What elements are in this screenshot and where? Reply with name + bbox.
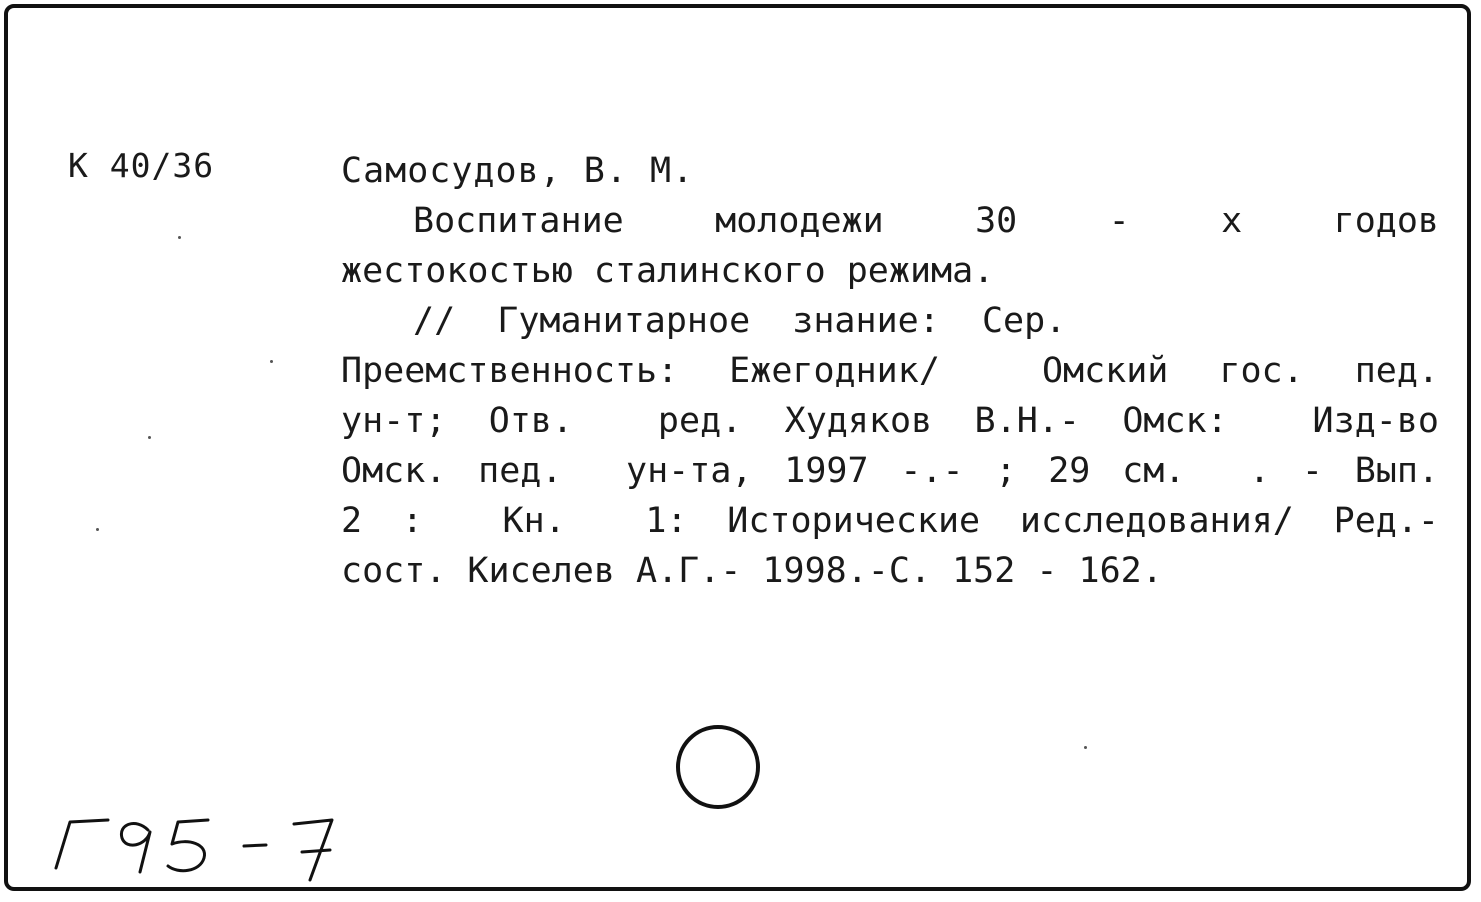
- title-word: годов: [1333, 201, 1439, 241]
- publication-line-2: ун-т; Отв. ред. Худяков В.Н.- Омск: Изд-во: [341, 401, 1439, 441]
- title-word: Воспитание: [413, 201, 624, 241]
- paper-speck: [270, 360, 273, 363]
- catalog-card: [4, 4, 1471, 891]
- paper-speck: [96, 528, 99, 531]
- bibliographic-entry: [341, 146, 1439, 596]
- series-line: // Гуманитарное знание: Сер.: [413, 301, 1067, 341]
- publication-line-5: сост. Киселев А.Г.- 1998.-С. 152 - 162.: [341, 551, 1163, 591]
- title-word: 30: [975, 201, 1018, 241]
- title-word: х: [1221, 201, 1243, 241]
- title-word: молодежи: [715, 201, 884, 241]
- title-word: -: [1108, 201, 1130, 241]
- publication-line-1: Преемственность: Ежегодник/ Омский гос. пед.: [341, 351, 1439, 391]
- paper-speck: [1084, 746, 1087, 749]
- punch-hole: [676, 725, 760, 809]
- author-name: Самосудов, В. М.: [341, 151, 695, 191]
- handwritten-note-image: [48, 800, 348, 890]
- paper-speck: [178, 236, 181, 239]
- publication-line-3: Омск. пед. ун-та, 1997 -.- ; 29 см. . - Вып.: [341, 451, 1439, 491]
- title-line-2: жестокостью сталинского режима.: [341, 251, 995, 291]
- publication-line-4: 2 : Кн. 1: Исторические исследования/ Ред.-: [341, 501, 1439, 541]
- title-line-1: [341, 196, 1439, 246]
- paper-speck: [148, 436, 151, 439]
- shelfmark: К 40/36: [68, 146, 215, 185]
